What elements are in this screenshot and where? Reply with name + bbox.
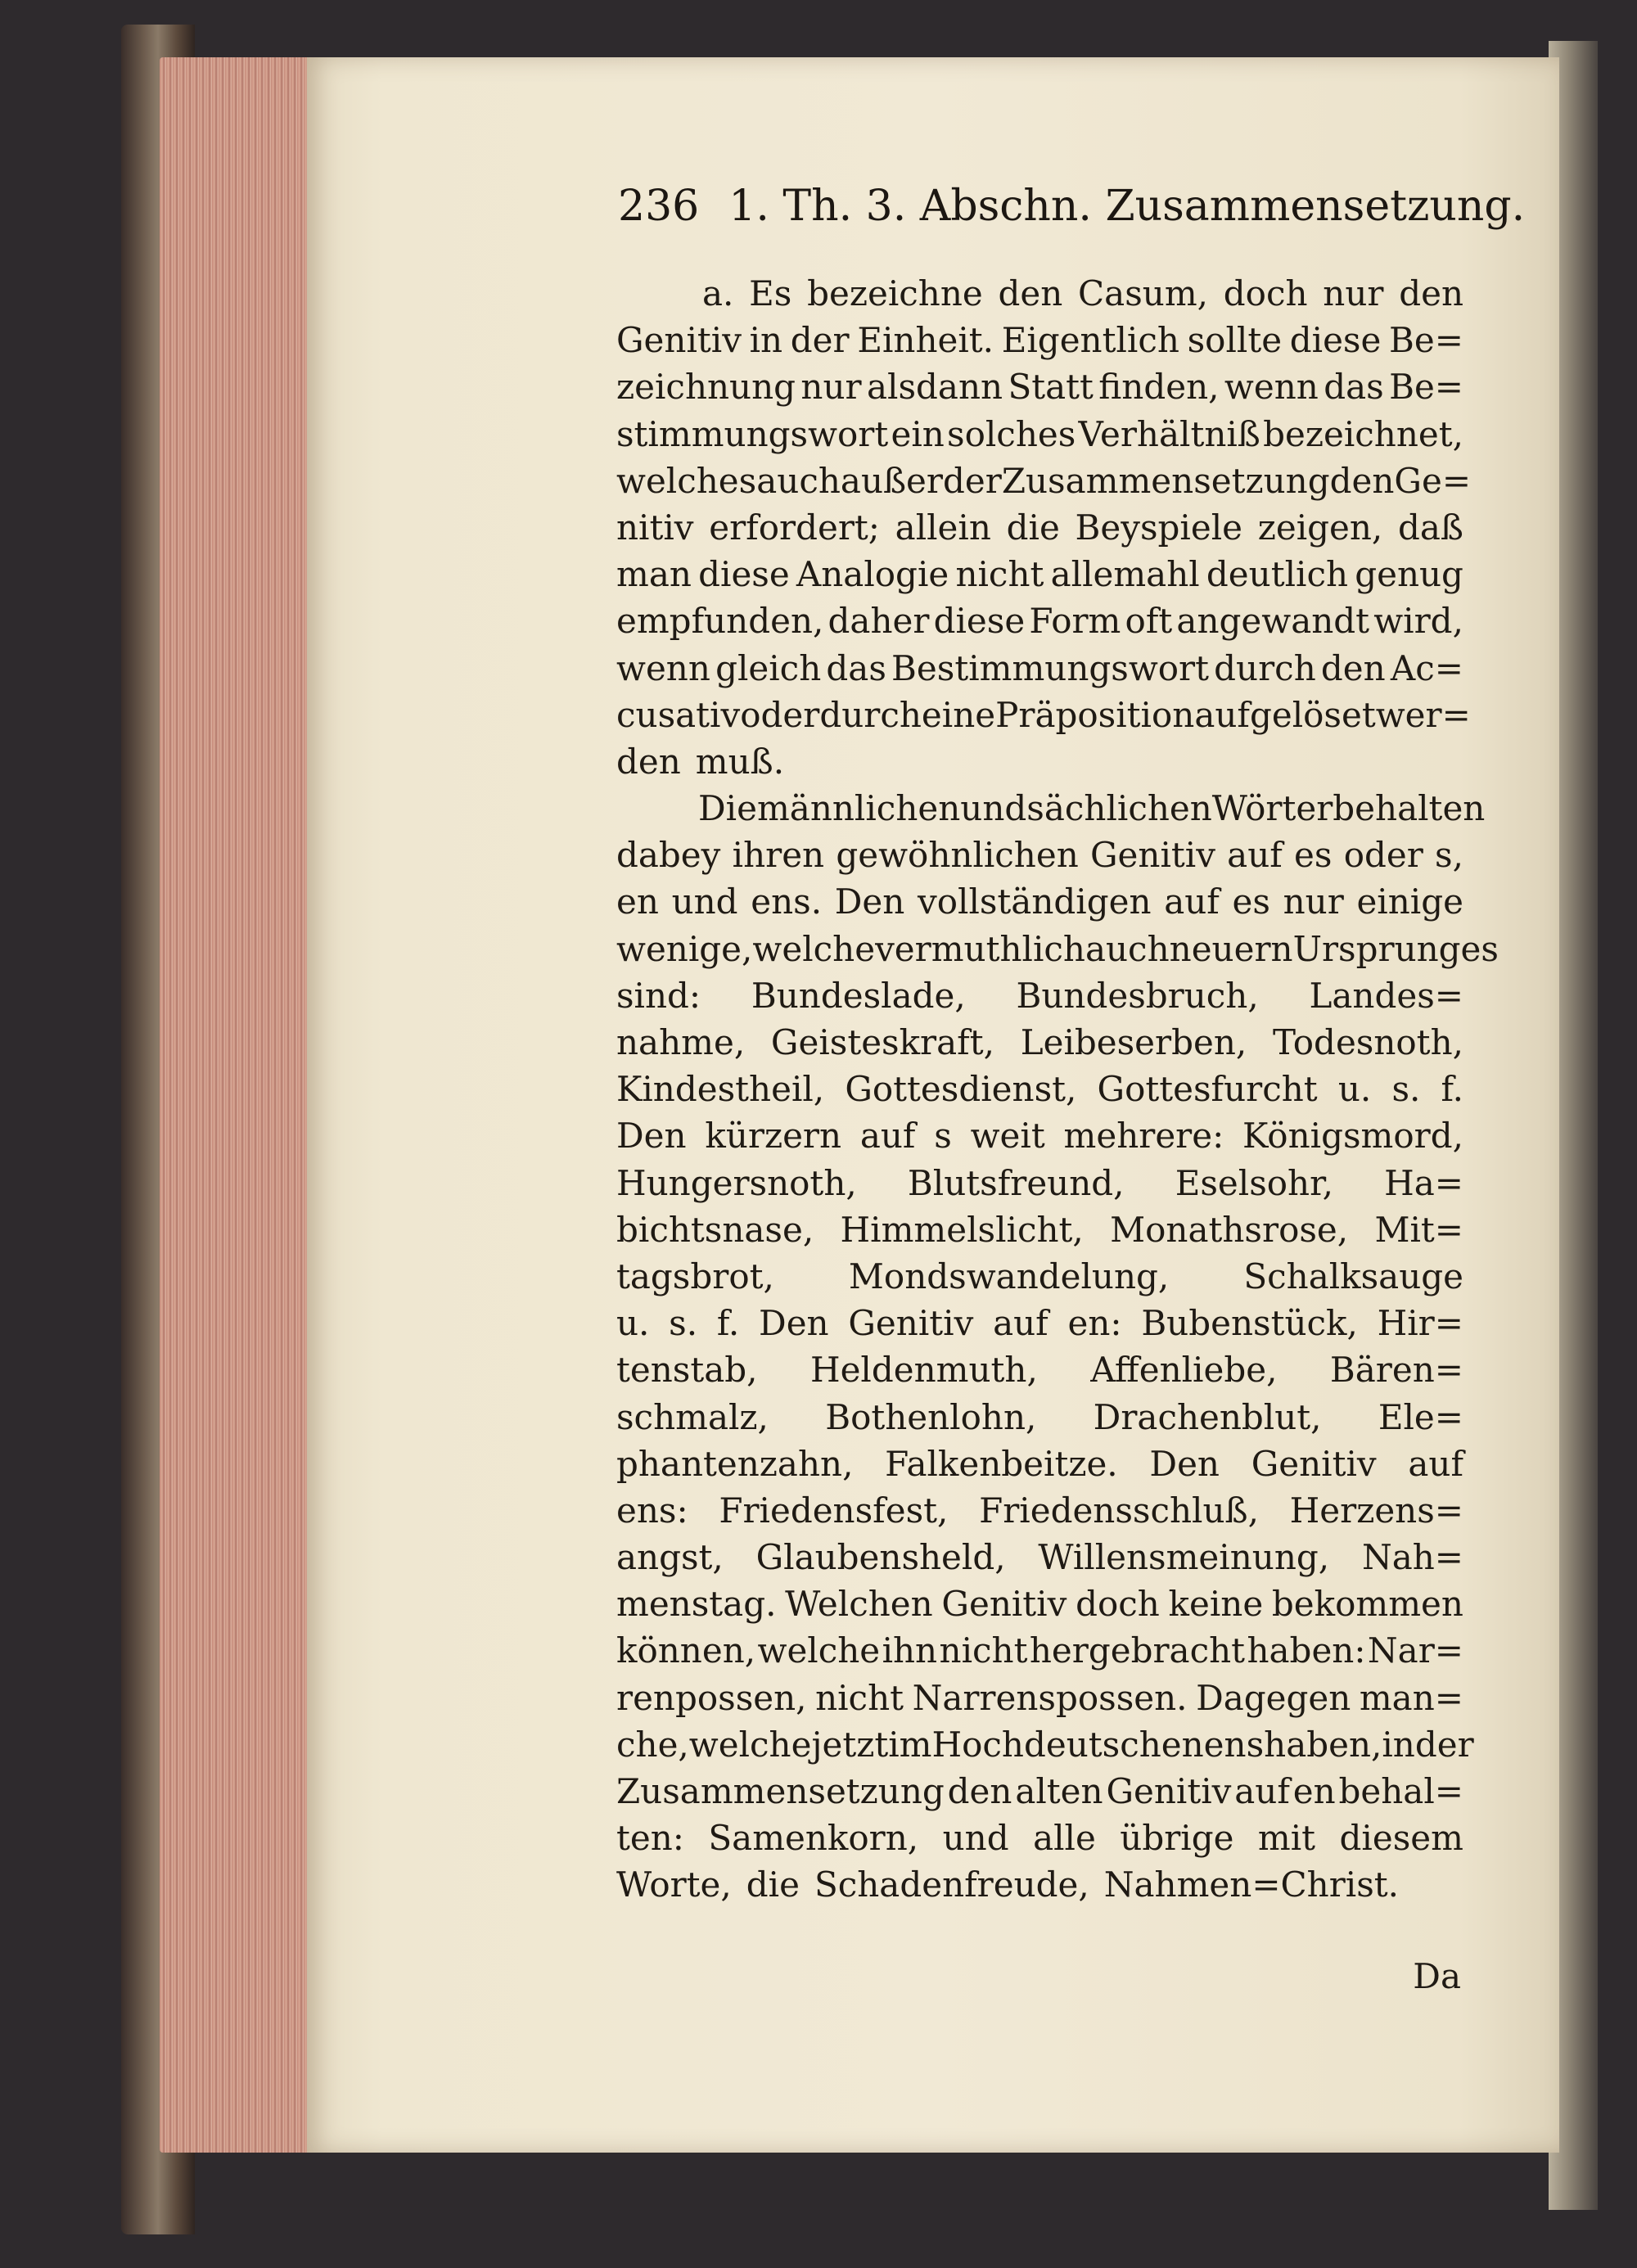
word: im bbox=[888, 1724, 932, 1765]
word: zeigen, bbox=[1257, 507, 1383, 548]
text-line bbox=[616, 363, 1463, 410]
word: Ha= bbox=[1384, 1162, 1463, 1203]
word: den bbox=[998, 273, 1063, 313]
word: können, bbox=[616, 1630, 756, 1671]
word: nicht bbox=[939, 1630, 1028, 1671]
word: sächlichen bbox=[1026, 788, 1212, 829]
text-line bbox=[616, 832, 1463, 878]
word: Zusammensetzung bbox=[1001, 460, 1330, 501]
word: und bbox=[671, 881, 738, 922]
body-text bbox=[616, 270, 1499, 1909]
word: durch bbox=[819, 694, 922, 735]
text-line bbox=[616, 1300, 1463, 1346]
word: en: bbox=[1067, 1303, 1122, 1344]
word: Bubenstück, bbox=[1141, 1303, 1358, 1344]
text-line bbox=[616, 1768, 1463, 1815]
word: welche bbox=[757, 1630, 881, 1671]
word: Gottesfurcht bbox=[1097, 1069, 1318, 1110]
word: diese bbox=[698, 554, 790, 595]
word: Analogie bbox=[796, 554, 949, 595]
word: haben: bbox=[1247, 1630, 1366, 1671]
word: Bothenlohn, bbox=[825, 1396, 1037, 1437]
word: u. bbox=[1337, 1069, 1372, 1110]
word: allemahl bbox=[1050, 554, 1200, 595]
running-header bbox=[618, 182, 1526, 231]
word: f. bbox=[1441, 1069, 1463, 1110]
word: in bbox=[1382, 1724, 1415, 1765]
word: den bbox=[1399, 273, 1463, 313]
word: diese bbox=[1289, 320, 1382, 361]
word: Nah= bbox=[1361, 1537, 1463, 1578]
word: Casum, bbox=[1078, 273, 1209, 313]
word: Genitiv bbox=[1251, 1443, 1377, 1484]
word: ens bbox=[1203, 1724, 1265, 1765]
word: Willensmeinung, bbox=[1038, 1537, 1330, 1578]
word: Welchen bbox=[785, 1584, 933, 1625]
word: nitiv bbox=[616, 507, 694, 548]
word: welche bbox=[688, 1724, 812, 1765]
word: keine bbox=[1168, 1584, 1264, 1625]
word: Nar= bbox=[1367, 1630, 1463, 1671]
text-line bbox=[616, 1721, 1474, 1768]
word: Den bbox=[616, 1116, 687, 1157]
word: bichtsnase, bbox=[616, 1209, 814, 1250]
word: solches bbox=[947, 413, 1076, 454]
word: en bbox=[1292, 1771, 1336, 1811]
text-line bbox=[616, 1627, 1463, 1674]
word: allein bbox=[895, 507, 991, 548]
word: Be= bbox=[1389, 367, 1463, 408]
word: Bundesbruch, bbox=[1016, 975, 1259, 1016]
word: Zusammensetzung bbox=[616, 1771, 945, 1811]
word: aufgelöset bbox=[1194, 694, 1376, 735]
word: Genitiv bbox=[1090, 835, 1215, 876]
word: sollte bbox=[1187, 320, 1283, 361]
word: deutlich bbox=[1206, 554, 1349, 595]
text-line bbox=[616, 317, 1463, 363]
word: Todesnoth, bbox=[1273, 1022, 1463, 1062]
word: nur bbox=[800, 367, 862, 408]
word: Beyspiele bbox=[1075, 507, 1242, 548]
word: oft bbox=[1125, 601, 1173, 642]
word: der bbox=[790, 320, 850, 361]
text-line bbox=[616, 1534, 1463, 1580]
word: männlichen bbox=[756, 788, 961, 829]
text-line bbox=[616, 1346, 1463, 1393]
word: Hir= bbox=[1377, 1303, 1463, 1344]
word: die bbox=[746, 1864, 800, 1905]
word: daher bbox=[828, 601, 930, 642]
word: Verhältniß bbox=[1078, 413, 1260, 454]
word: man= bbox=[1359, 1677, 1463, 1718]
word: doch bbox=[1223, 273, 1308, 313]
word: s. bbox=[669, 1303, 698, 1344]
text-line bbox=[616, 1487, 1463, 1534]
text-line bbox=[616, 1253, 1463, 1300]
text-line bbox=[616, 972, 1463, 1019]
word: Einheit. bbox=[857, 320, 994, 361]
word: angewandt bbox=[1176, 601, 1370, 642]
word: auf bbox=[1164, 881, 1220, 922]
word: auf bbox=[859, 1116, 916, 1157]
page-number: 236 bbox=[618, 182, 700, 231]
word: Leibeserben, bbox=[1020, 1022, 1247, 1062]
word: bezeichne bbox=[807, 273, 983, 313]
word: Geisteskraft, bbox=[770, 1022, 994, 1062]
text-line bbox=[616, 1815, 1463, 1861]
word: kürzern bbox=[705, 1116, 842, 1157]
text-line bbox=[616, 738, 1463, 785]
text-line bbox=[616, 411, 1463, 458]
word: bezeichnet, bbox=[1263, 413, 1463, 454]
word: hergebracht bbox=[1029, 1630, 1246, 1671]
word: Ge= bbox=[1394, 460, 1472, 501]
word: Dagegen bbox=[1196, 1677, 1351, 1718]
word: Heldenmuth, bbox=[809, 1350, 1038, 1391]
word: wenige, bbox=[616, 928, 753, 969]
word: auf bbox=[1227, 835, 1283, 876]
word: ten: bbox=[616, 1818, 684, 1859]
word: eine bbox=[921, 694, 996, 735]
word: und bbox=[942, 1818, 1009, 1859]
word: wenn bbox=[616, 647, 710, 688]
word: Bestimmungswort bbox=[891, 647, 1210, 688]
word: ihn bbox=[882, 1630, 938, 1671]
word: Eigentlich bbox=[1001, 320, 1179, 361]
word: Hochdeutschen bbox=[931, 1724, 1204, 1765]
text-line bbox=[616, 645, 1463, 692]
word: Himmelslicht, bbox=[840, 1209, 1084, 1250]
word: das bbox=[826, 647, 886, 688]
word: Nahmen=Christ. bbox=[1103, 1864, 1399, 1905]
word: Mit= bbox=[1374, 1209, 1463, 1250]
word: diesem bbox=[1339, 1818, 1463, 1859]
word: tenstab, bbox=[616, 1350, 758, 1391]
word: weit bbox=[970, 1116, 1045, 1157]
word: Hungersnoth, bbox=[616, 1162, 857, 1203]
word: Drachenblut, bbox=[1093, 1396, 1322, 1437]
word: Friedensschluß, bbox=[979, 1490, 1259, 1531]
text-line bbox=[616, 458, 1472, 504]
word: genug bbox=[1355, 554, 1463, 595]
word: alle bbox=[1033, 1818, 1096, 1859]
word: daß bbox=[1398, 507, 1463, 548]
word: oder bbox=[740, 694, 820, 735]
word: Falkenbeitze. bbox=[885, 1443, 1118, 1484]
word: Bundeslade, bbox=[751, 975, 966, 1016]
word: schmalz, bbox=[616, 1396, 769, 1437]
word: Monathsrose, bbox=[1110, 1209, 1349, 1250]
word: finden, bbox=[1098, 367, 1220, 408]
word: angst, bbox=[616, 1537, 724, 1578]
word: diese bbox=[933, 601, 1026, 642]
word: den bbox=[616, 741, 681, 782]
word: Ursprunges bbox=[1292, 928, 1499, 969]
word: der bbox=[942, 460, 1002, 501]
word: Wörter bbox=[1211, 788, 1333, 829]
word: ens: bbox=[616, 1490, 688, 1531]
word: einige bbox=[1356, 881, 1463, 922]
word: Schadenfreude, bbox=[814, 1864, 1089, 1905]
text-line bbox=[616, 597, 1463, 644]
word: Die bbox=[698, 788, 757, 829]
word: Es bbox=[749, 273, 792, 313]
text-line bbox=[616, 1394, 1463, 1441]
word: die bbox=[1006, 507, 1060, 548]
word: ihren bbox=[732, 835, 825, 876]
text-line bbox=[616, 504, 1463, 551]
word: Ac= bbox=[1390, 647, 1463, 688]
word: Bären= bbox=[1329, 1350, 1463, 1391]
word: f. bbox=[716, 1303, 740, 1344]
word: ein bbox=[891, 413, 945, 454]
text-line bbox=[616, 551, 1463, 597]
word: den bbox=[1329, 460, 1395, 501]
word: Präposition bbox=[995, 694, 1195, 735]
word: che, bbox=[616, 1724, 689, 1765]
text-line bbox=[616, 785, 1486, 832]
word: a. bbox=[702, 273, 734, 313]
word: nur bbox=[1283, 881, 1344, 922]
word: auf bbox=[1234, 1771, 1290, 1811]
word: erfordert; bbox=[709, 507, 880, 548]
text-line bbox=[616, 692, 1471, 738]
word: s, bbox=[1435, 835, 1463, 876]
text-line bbox=[616, 1206, 1463, 1253]
word: tagsbrot, bbox=[616, 1256, 774, 1296]
word: renpossen, bbox=[616, 1677, 807, 1718]
word: in bbox=[749, 320, 783, 361]
word: nahme, bbox=[616, 1022, 746, 1062]
word: Genitiv bbox=[941, 1584, 1067, 1625]
word: Friedensfest, bbox=[719, 1490, 949, 1531]
word: Den bbox=[1149, 1443, 1220, 1484]
word: Mondswandelung, bbox=[848, 1256, 1170, 1296]
word: doch bbox=[1076, 1584, 1160, 1625]
word: s bbox=[934, 1116, 952, 1157]
word: ens. bbox=[751, 881, 823, 922]
word: Schalksauge bbox=[1243, 1256, 1463, 1296]
word: haben, bbox=[1264, 1724, 1382, 1765]
word: auch bbox=[756, 460, 841, 501]
text-line bbox=[616, 1160, 1463, 1206]
word: es bbox=[1232, 881, 1270, 922]
word: Ele= bbox=[1378, 1396, 1463, 1437]
word: phantenzahn, bbox=[616, 1443, 854, 1484]
word: mehrere: bbox=[1063, 1116, 1224, 1157]
word: nicht bbox=[955, 554, 1044, 595]
word: dabey bbox=[616, 835, 721, 876]
word: außer bbox=[840, 460, 943, 501]
text-line bbox=[616, 878, 1463, 925]
word: welche bbox=[752, 928, 876, 969]
word: zeichnung bbox=[616, 367, 796, 408]
text-line bbox=[616, 1861, 1463, 1908]
word: vermuthlich bbox=[875, 928, 1085, 969]
word: Kindestheil, bbox=[616, 1069, 825, 1110]
text-line bbox=[616, 1580, 1463, 1627]
word: Herzens= bbox=[1289, 1490, 1463, 1531]
word: Affenliebe, bbox=[1090, 1350, 1278, 1391]
word: auch bbox=[1085, 928, 1170, 969]
word: stimmungswort bbox=[616, 413, 889, 454]
word: jetzt bbox=[811, 1724, 889, 1765]
word: durch bbox=[1214, 647, 1316, 688]
word: es bbox=[1294, 835, 1333, 876]
word: behal= bbox=[1338, 1771, 1463, 1811]
word: wird, bbox=[1373, 601, 1463, 642]
word: u. bbox=[616, 1303, 650, 1344]
word: den bbox=[947, 1771, 1012, 1811]
text-line bbox=[616, 1066, 1463, 1112]
word: Gottesdienst, bbox=[845, 1069, 1077, 1110]
word: übrige bbox=[1120, 1818, 1234, 1859]
word: Form bbox=[1029, 601, 1121, 642]
word: Genitiv bbox=[616, 320, 742, 361]
word: welches bbox=[616, 460, 757, 501]
running-title: 1. Th. 3. Abschn. Zusammensetzung. bbox=[728, 182, 1526, 231]
word: vollständigen bbox=[918, 881, 1152, 922]
word: Genitiv bbox=[848, 1303, 974, 1344]
word: Den bbox=[759, 1303, 829, 1344]
word: der bbox=[1414, 1724, 1474, 1765]
word: Genitiv bbox=[1106, 1771, 1232, 1811]
word: wer= bbox=[1375, 694, 1471, 735]
word: auf bbox=[993, 1303, 1048, 1344]
word: Statt bbox=[1008, 367, 1094, 408]
word: Glaubensheld, bbox=[755, 1537, 1006, 1578]
word: Eselsohr, bbox=[1175, 1162, 1333, 1203]
word: muß. bbox=[695, 741, 785, 782]
word: nicht bbox=[815, 1677, 904, 1718]
text-line bbox=[616, 1441, 1463, 1487]
text-line bbox=[616, 1019, 1463, 1066]
word: alten bbox=[1015, 1771, 1103, 1811]
word: Den bbox=[834, 881, 905, 922]
word: Be= bbox=[1389, 320, 1463, 361]
word: cusativ bbox=[616, 694, 741, 735]
word: Königsmord, bbox=[1242, 1116, 1463, 1157]
word: das bbox=[1324, 367, 1384, 408]
word: Narrenspossen. bbox=[912, 1677, 1188, 1718]
text-line bbox=[616, 1112, 1463, 1159]
word: bekommen bbox=[1271, 1584, 1463, 1625]
word: gleich bbox=[715, 647, 822, 688]
word: oder bbox=[1343, 835, 1423, 876]
word: und bbox=[960, 788, 1027, 829]
text-line bbox=[616, 270, 1463, 317]
word: s. bbox=[1391, 1069, 1421, 1110]
word: alsdann bbox=[867, 367, 1003, 408]
word: man bbox=[616, 554, 692, 595]
word: Blutsfreund, bbox=[907, 1162, 1125, 1203]
word: Landes= bbox=[1309, 975, 1463, 1016]
word: mit bbox=[1257, 1818, 1316, 1859]
word: Samenkorn, bbox=[708, 1818, 919, 1859]
word: nur bbox=[1323, 273, 1384, 313]
text-line bbox=[616, 1675, 1463, 1721]
word: behalten bbox=[1333, 788, 1486, 829]
word: empfunden, bbox=[616, 601, 824, 642]
word: den bbox=[1320, 647, 1386, 688]
page-block-edges bbox=[160, 57, 315, 2153]
word: sind: bbox=[616, 975, 701, 1016]
word: Worte, bbox=[616, 1864, 732, 1905]
word: menstag. bbox=[616, 1584, 777, 1625]
word: en bbox=[616, 881, 659, 922]
word: neuern bbox=[1169, 928, 1293, 969]
word: auf bbox=[1408, 1443, 1463, 1484]
catchword: Da bbox=[1413, 1956, 1461, 1996]
word: wenn bbox=[1224, 367, 1319, 408]
word: gewöhnlichen bbox=[836, 835, 1079, 876]
text-line bbox=[616, 926, 1499, 972]
